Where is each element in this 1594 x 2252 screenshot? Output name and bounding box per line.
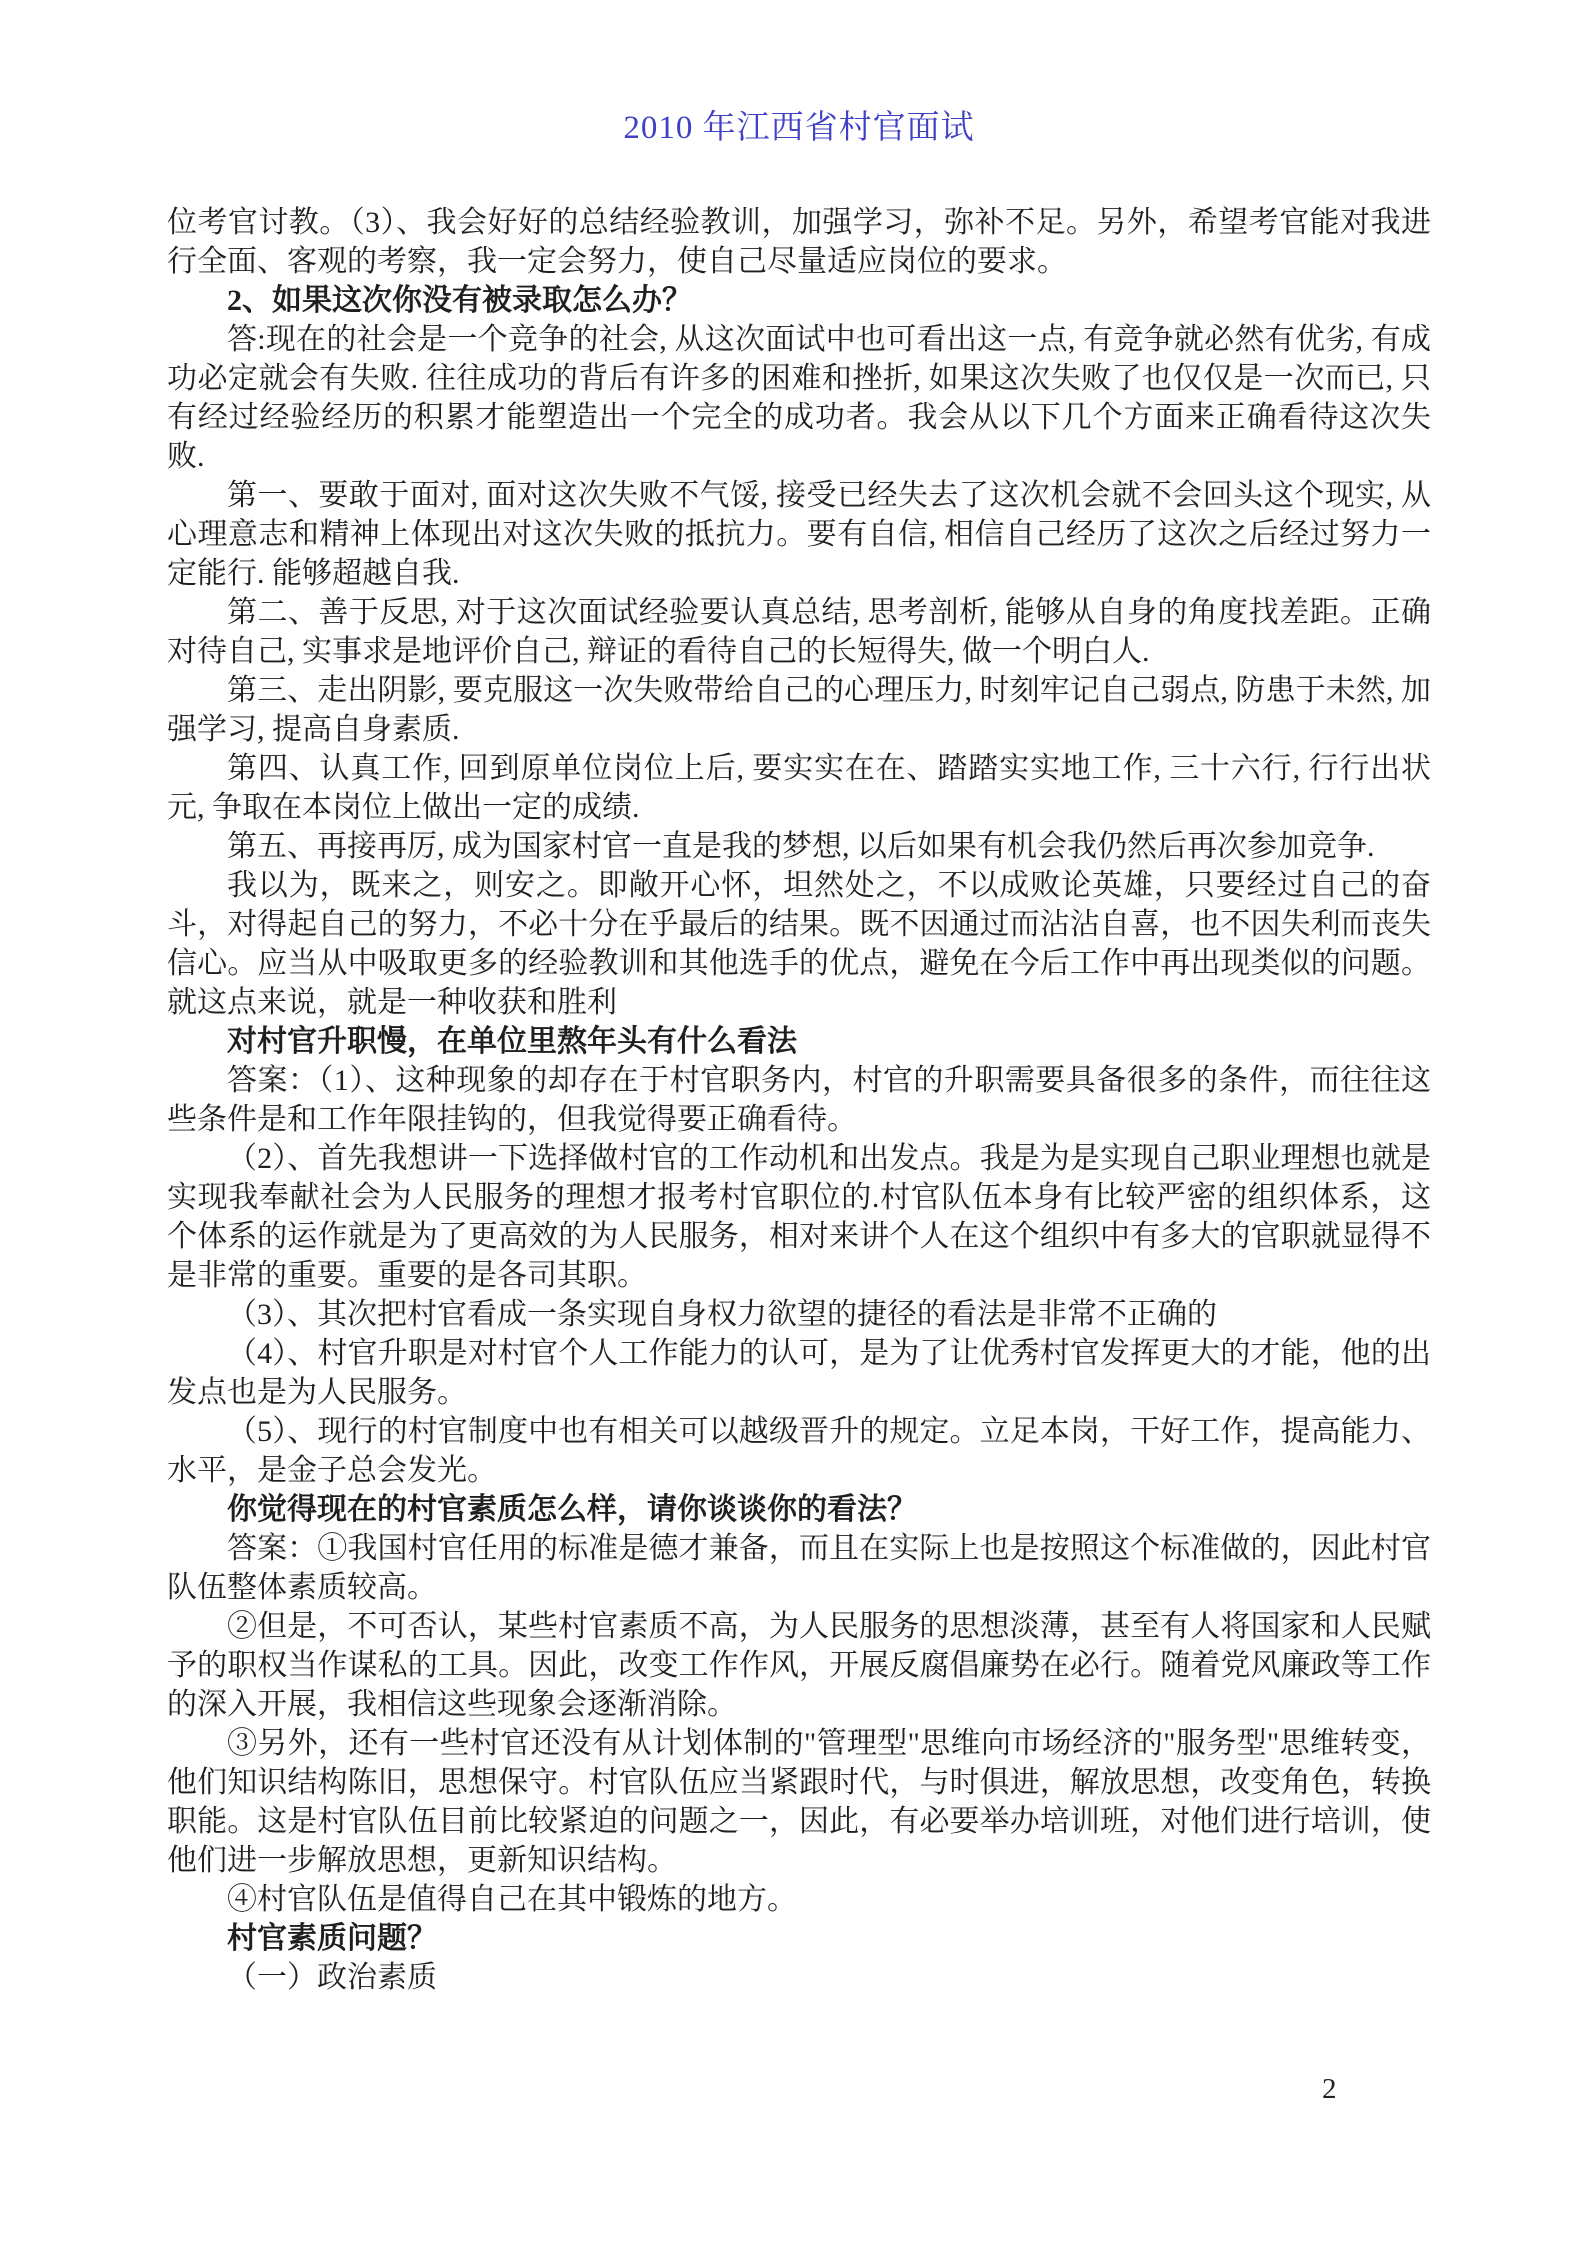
question-heading: 2、如果这次你没有被录取怎么办？ <box>227 284 692 317</box>
question-heading: 对村官升职慢，在单位里熬年头有什么看法 <box>227 1025 797 1058</box>
paragraph: ③另外，还有一些村官还没有从计划体制的"管理型"思维向市场经济的"服务型"思维转变，他们知识结构陈旧，思想保守。村官队伍应当紧跟时代，与时俱进，解放思想，改变角色，转换职能。这是村官队伍目前比较紧迫的问题之一，因此，有必要举办培训班，对他们进行培训，使他们进一步解放思想，更新知识结构。 <box>167 1727 1431 1877</box>
paragraph: 第四、认真工作, 回到原单位岗位上后, 要实实在在、踏踏实实地工作, 三十六行, 行行出状元, 争取在本岗位上做出一定的成绩. <box>167 752 1431 824</box>
question-heading: 你觉得现在的村官素质怎么样，请你谈谈你的看法？ <box>227 1493 917 1526</box>
paragraph: 位考官讨教。（3）、我会好好的总结经验教训，加强学习，弥补不足。另外，希望考官能对我进行全面、客观的考察，我一定会努力，使自己尽量适应岗位的要求。 <box>167 206 1431 278</box>
paragraph: 第五、再接再厉, 成为国家村官一直是我的梦想, 以后如果有机会我仍然后再次参加竞争. <box>227 830 1375 863</box>
paragraph: 答案：（1）、这种现象的却存在于村官职务内，村官的升职需要具备很多的条件，而往往这些条件是和工作年限挂钩的，但我觉得要正确看待。 <box>167 1064 1431 1136</box>
paragraph: 答案：①我国村官任用的标准是德才兼备，而且在实际上也是按照这个标准做的，因此村官队伍整体素质较高。 <box>167 1532 1431 1604</box>
paragraph: 第一、要敢于面对, 面对这次失败不气馁, 接受已经失去了这次机会就不会回头这个现实, 从心理意志和精神上体现出对这次失败的抵抗力。要有自信, 相信自己经历了这次之后经过努力一定能行. 能够超越自我. <box>167 479 1431 590</box>
paragraph: （5）、现行的村官制度中也有相关可以越级晋升的规定。立足本岗，干好工作，提高能力、水平，是金子总会发光。 <box>167 1415 1431 1487</box>
paragraph: （2）、首先我想讲一下选择做村官的工作动机和出发点。我是为是实现自己职业理想也就是实现我奉献社会为人民服务的理想才报考村官职位的.村官队伍本身有比较严密的组织体系，这个体系的运作就是为了更高效的为人民服务，相对来讲个人在这个组织中有多大的官职就显得不是非常的重要。重要的是各司其职。 <box>167 1142 1431 1292</box>
paragraph: ④村官队伍是值得自己在其中锻炼的地方。 <box>227 1883 797 1916</box>
paragraph: 第二、善于反思, 对于这次面试经验要认真总结, 思考剖析, 能够从自身的角度找差距。正确对待自己, 实事求是地评价自己, 辩证的看待自己的长短得失, 做一个明白人. <box>167 596 1431 668</box>
page-number: 2 <box>1322 2073 1337 2105</box>
paragraph: （一）政治素质 <box>227 1961 437 1994</box>
paragraph: ②但是，不可否认，某些村官素质不高，为人民服务的思想淡薄，甚至有人将国家和人民赋予的职权当作谋私的工具。因此，改变工作作风，开展反腐倡廉势在必行。随着党风廉政等工作的深入开展，我相信这些现象会逐渐消除。 <box>167 1610 1431 1721</box>
paragraph: 第三、走出阴影, 要克服这一次失败带给自己的心理压力, 时刻牢记自己弱点, 防患于未然, 加强学习, 提高自身素质. <box>167 674 1431 746</box>
paragraph: （4）、村官升职是对村官个人工作能力的认可，是为了让优秀村官发挥更大的才能，他的出发点也是为人民服务。 <box>167 1337 1431 1409</box>
question-heading: 村官素质问题？ <box>227 1922 437 1955</box>
paragraph: 我以为，既来之，则安之。即敞开心怀，坦然处之，不以成败论英雄，只要经过自己的奋斗，对得起自己的努力，不必十分在乎最后的结果。既不因通过而沾沾自喜，也不因失利而丧失信心。应当从中吸取更多的经验教训和其他选手的优点，避免在今后工作中再出现类似的问题。就这点来说，就是一种收获和胜利 <box>167 869 1431 1019</box>
document-title: 2010 年江西省村官面试 <box>623 110 975 146</box>
document-body <box>167 203 1431 1997</box>
paragraph: 答:现在的社会是一个竞争的社会, 从这次面试中也可看出这一点, 有竞争就必然有优劣, 有成功必定就会有失败. 往往成功的背后有许多的困难和挫折, 如果这次失败了也仅仅是一次而已, 只有经过经验经历的积累才能塑造出一个完全的成功者。我会从以下几个方面来正确看待这次失败. <box>167 323 1431 473</box>
paragraph: （3）、其次把村官看成一条实现自身权力欲望的捷径的看法是非常不正确的 <box>227 1298 1217 1331</box>
